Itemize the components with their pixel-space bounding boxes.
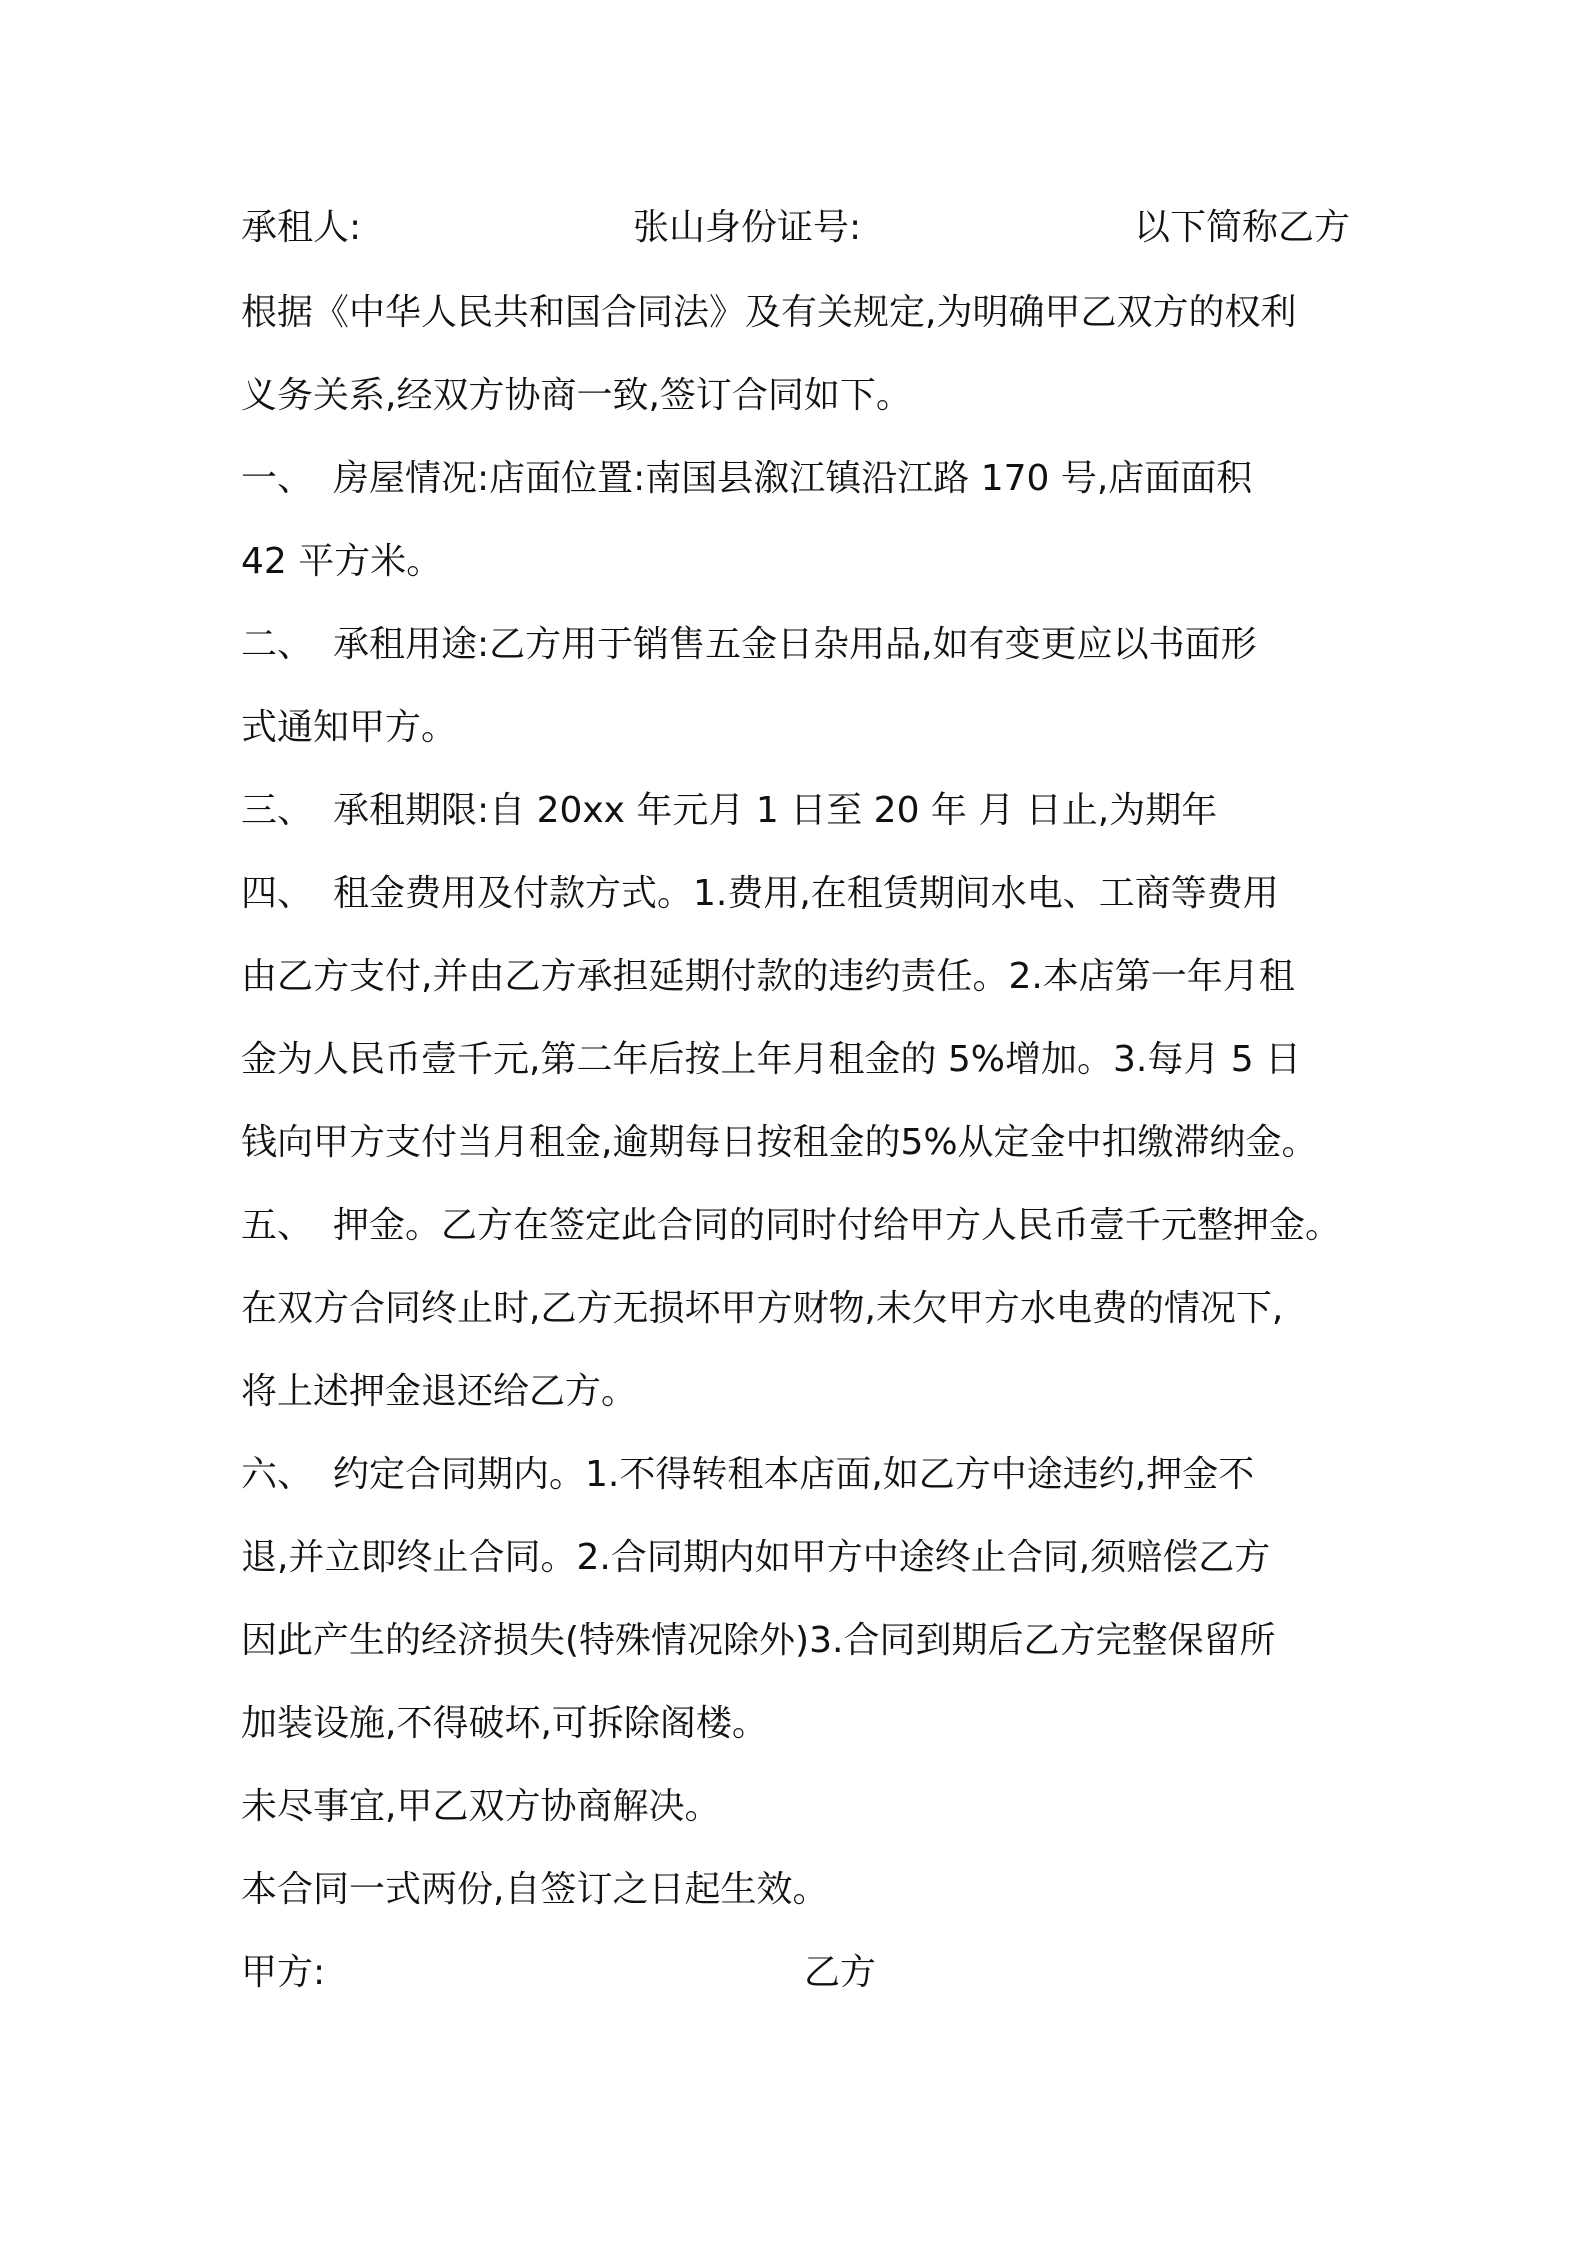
party-a-label: 甲方: [241, 1952, 326, 1993]
intro-line-2: 义务关系,经双方协商一致,签订合同如下。 [241, 375, 912, 416]
clause-6-text: 约定合同期内。1.不得转租本店面,如乙方中途违约,押金不 [333, 1454, 1255, 1495]
clause-5-line-1 [241, 1202, 1361, 1250]
referred-as-text: 以下简称乙方 [1134, 207, 1351, 248]
clause-1-line-1 [241, 455, 1361, 503]
lessee-label: 承租人: [241, 207, 362, 248]
clause-2-line-2: 式通知甲方。 [241, 707, 458, 748]
clause-3-line-1 [241, 787, 1361, 835]
clause-6-line-2: 退,并立即终止合同。2.合同期内如甲方中途终止合同,须赔偿乙方 [241, 1537, 1271, 1578]
clause-4-line-3: 金为人民币壹千元,第二年后按上年月租金的 5%增加。3.每月 5 日 [241, 1039, 1302, 1080]
lessee-name-id-label: 张山身份证号: [633, 207, 862, 248]
clause-4-line-4: 钱向甲方支付当月租金,逾期每日按租金的5%从定金中扣缴滞纳金。 [241, 1122, 1318, 1163]
clause-3-number: 三、 [241, 790, 314, 831]
clause-2-number: 二、 [241, 624, 314, 665]
clause-2-line-1 [241, 621, 1361, 669]
clause-6-line-4: 加装设施,不得破坏,可拆除阁楼。 [241, 1703, 768, 1744]
clause-1-line-2: 42 平方米。 [241, 541, 443, 582]
clause-4-line-2: 由乙方支付,并由乙方承担延期付款的违约责任。2.本店第一年月租 [241, 956, 1295, 997]
clause-4-number: 四、 [241, 873, 314, 914]
clause-5-number: 五、 [241, 1205, 314, 1246]
clause-3-text: 承租期限:自 20xx 年元月 1 日至 20 年 月 日止,为期年 [333, 790, 1218, 831]
clause-6-number: 六、 [241, 1454, 314, 1495]
closing-line-1: 未尽事宜,甲乙双方协商解决。 [241, 1786, 721, 1827]
clause-4-text: 租金费用及付款方式。1.费用,在租赁期间水电、工商等费用 [333, 873, 1279, 914]
clause-5-text: 押金。乙方在签定此合同的同时付给甲方人民币壹千元整押金。 [333, 1205, 1342, 1246]
closing-line-2: 本合同一式两份,自签订之日起生效。 [241, 1869, 829, 1910]
clause-1-number: 一、 [241, 458, 314, 499]
clause-4-line-1 [241, 870, 1361, 918]
clause-5-line-3: 将上述押金退还给乙方。 [241, 1371, 638, 1412]
party-b-label: 乙方 [804, 1952, 877, 1993]
clause-6-line-1 [241, 1451, 1361, 1499]
intro-line-1: 根据《中华人民共和国合同法》及有关规定,为明确甲乙双方的权利 [241, 292, 1297, 333]
clause-6-line-3: 因此产生的经济损失(特殊情况除外)3.合同到期后乙方完整保留所 [241, 1620, 1276, 1661]
clause-2-text: 承租用途:乙方用于销售五金日杂用品,如有变更应以书面形 [333, 624, 1257, 665]
clause-5-line-2: 在双方合同终止时,乙方无损坏甲方财物,未欠甲方水电费的情况下, [241, 1288, 1284, 1329]
clause-1-text: 房屋情况:店面位置:南国县溆江镇沿江路 170 号,店面面积 [333, 458, 1253, 499]
